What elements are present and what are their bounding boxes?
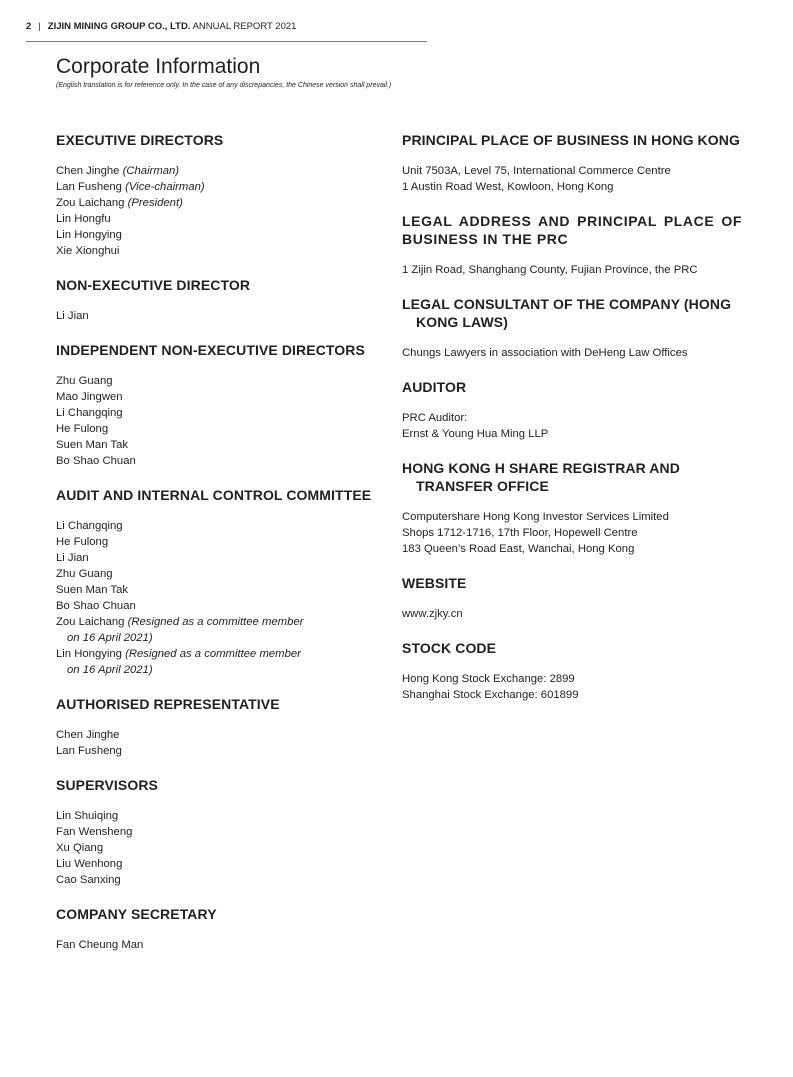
- detail-line: Hong Kong Stock Exchange: 2899: [402, 673, 575, 685]
- person-name: Lan Fusheng: [56, 181, 122, 193]
- list-item: Zhu Guang: [56, 375, 113, 387]
- section-title: STOCK CODE: [402, 640, 497, 656]
- resignation-note-continued: on 16 April 2021): [67, 664, 153, 676]
- role-note: (Chairman): [122, 165, 180, 177]
- company-secretary-section: [56, 905, 386, 953]
- section-title: INDEPENDENT NON-EXECUTIVE DIRECTORS: [56, 342, 365, 358]
- section-title: NON-EXECUTIVE DIRECTOR: [56, 277, 251, 293]
- authorised-representative-section: [56, 695, 386, 759]
- list-item: Li Jian: [56, 310, 89, 322]
- company-name: ZIJIN MINING GROUP CO., LTD.: [47, 21, 191, 32]
- list-item: He Fulong: [56, 536, 109, 548]
- person-name: Chen Jinghe: [56, 165, 120, 177]
- address-line: Unit 7503A, Level 75, International Commerce Centre: [402, 165, 671, 177]
- detail-line: Ernst & Young Hua Ming LLP: [402, 428, 549, 440]
- resignation-note: (Resigned as a committee member: [125, 648, 301, 660]
- list-item: Zhu Guang: [56, 568, 113, 580]
- address-line: Computershare Hong Kong Investor Services Limited: [402, 511, 669, 523]
- section-title: AUTHORISED REPRESENTATIVE: [56, 696, 280, 712]
- hk-business-section: [402, 131, 742, 195]
- address-line: 183 Queen’s Road East, Wanchai, Hong Kong: [402, 543, 635, 555]
- independent-directors-section: [56, 341, 386, 469]
- list-item: Bo Shao Chuan: [56, 600, 136, 612]
- prc-address: [402, 262, 742, 278]
- prc-address-section: [402, 212, 742, 278]
- list-item: Suen Man Tak: [56, 439, 129, 451]
- audit-committee-section: [56, 486, 386, 678]
- detail-line: Chungs Lawyers in association with DeHeng Law Offices: [402, 347, 688, 359]
- list-item: [56, 195, 386, 211]
- right-column: [402, 131, 742, 703]
- header-separator: |: [38, 21, 41, 32]
- supervisors-section: [56, 776, 386, 888]
- detail-line: PRC Auditor:: [402, 412, 468, 424]
- executive-directors-section: [56, 131, 386, 259]
- list-item: [56, 614, 386, 630]
- website-section: [402, 574, 742, 622]
- list-item: Lin Hongfu: [56, 213, 111, 225]
- legal-consultant-details: [402, 345, 742, 361]
- address-line: Shops 1712-1716, 17th Floor, Hopewell Centre: [402, 527, 638, 539]
- address-line: 1 Zijin Road, Shanghang County, Fujian Province, the PRC: [402, 264, 698, 276]
- section-title: SUPERVISORS: [56, 777, 158, 793]
- header-rule: [26, 41, 427, 42]
- address-line: 1 Austin Road West, Kowloon, Hong Kong: [402, 181, 614, 193]
- section-title: HONG KONG H SHARE REGISTRAR AND TRANSFER OFFICE: [402, 460, 680, 494]
- list-item: Lin Hongying: [56, 229, 122, 241]
- auditor-section: [402, 378, 742, 442]
- role-note: (Vice-chairman): [125, 181, 205, 193]
- stock-code-section: [402, 639, 742, 703]
- left-column: [56, 131, 386, 953]
- supervisors-list: [56, 808, 386, 888]
- independent-directors-list: [56, 373, 386, 469]
- list-item: Mao Jingwen: [56, 391, 123, 403]
- page-number: 2: [26, 21, 32, 32]
- resignation-note-continued: on 16 April 2021): [67, 632, 153, 644]
- role-note: (President): [127, 197, 183, 209]
- stock-code-details: [402, 671, 742, 703]
- non-executive-section: [56, 276, 386, 324]
- detail-line: Shanghai Stock Exchange: 601899: [402, 689, 579, 701]
- person-name: Zou Laichang: [56, 616, 125, 628]
- hk-business-address: [402, 163, 742, 195]
- registrar-section: [402, 459, 742, 557]
- section-title: EXECUTIVE DIRECTORS: [56, 132, 224, 148]
- person-name: Zou Laichang: [56, 197, 125, 209]
- section-title: LEGAL CONSULTANT OF THE COMPANY (HONG KONG LAWS): [402, 296, 732, 330]
- list-item: Lin Shuiqing: [56, 810, 119, 822]
- list-item: Lan Fusheng: [56, 745, 122, 757]
- list-item: Xie Xionghui: [56, 245, 120, 257]
- section-title: WEBSITE: [402, 575, 467, 591]
- running-header: [26, 21, 296, 32]
- list-item: Fan Wensheng: [56, 826, 133, 838]
- registrar-address: [402, 509, 742, 557]
- list-item: [56, 646, 386, 662]
- person-name: Lin Hongying: [56, 648, 122, 660]
- list-item: Li Jian: [56, 552, 89, 564]
- company-secretary-list: [56, 937, 386, 953]
- audit-committee-list: [56, 518, 386, 678]
- non-executive-list: [56, 308, 386, 324]
- auditor-details: [402, 410, 742, 442]
- list-item: Xu Qiang: [56, 842, 104, 854]
- legal-consultant-section: [402, 295, 742, 361]
- authorised-representative-list: [56, 727, 386, 759]
- resignation-note: (Resigned as a committee member: [127, 616, 304, 628]
- section-title: AUDIT AND INTERNAL CONTROL COMMITTEE: [56, 487, 372, 503]
- executive-directors-list: [56, 163, 386, 259]
- list-item: He Fulong: [56, 423, 109, 435]
- list-item: Fan Cheung Man: [56, 939, 144, 951]
- website-details: [402, 606, 742, 622]
- section-title: AUDITOR: [402, 379, 467, 395]
- translation-disclaimer: (English translation is for reference only. In the case of any discrepancies, the Chinese version shall prevail.): [56, 82, 392, 89]
- list-item: [56, 163, 386, 179]
- list-item: Chen Jinghe: [56, 729, 120, 741]
- list-item: [56, 179, 386, 195]
- page-title: Corporate Information: [56, 55, 261, 78]
- website-link[interactable]: www.zjky.cn: [402, 608, 463, 620]
- list-item: Li Changqing: [56, 407, 123, 419]
- section-title: PRINCIPAL PLACE OF BUSINESS IN HONG KONG: [402, 132, 740, 148]
- list-item: Liu Wenhong: [56, 858, 123, 870]
- section-title: COMPANY SECRETARY: [56, 906, 217, 922]
- list-item: Li Changqing: [56, 520, 123, 532]
- list-item: Cao Sanxing: [56, 874, 121, 886]
- section-title: LEGAL ADDRESS AND PRINCIPAL PLACE OF BUSINESS IN THE PRC: [402, 213, 742, 247]
- report-name: ANNUAL REPORT 2021: [192, 21, 297, 32]
- list-item: Bo Shao Chuan: [56, 455, 136, 467]
- list-item: Suen Man Tak: [56, 584, 129, 596]
